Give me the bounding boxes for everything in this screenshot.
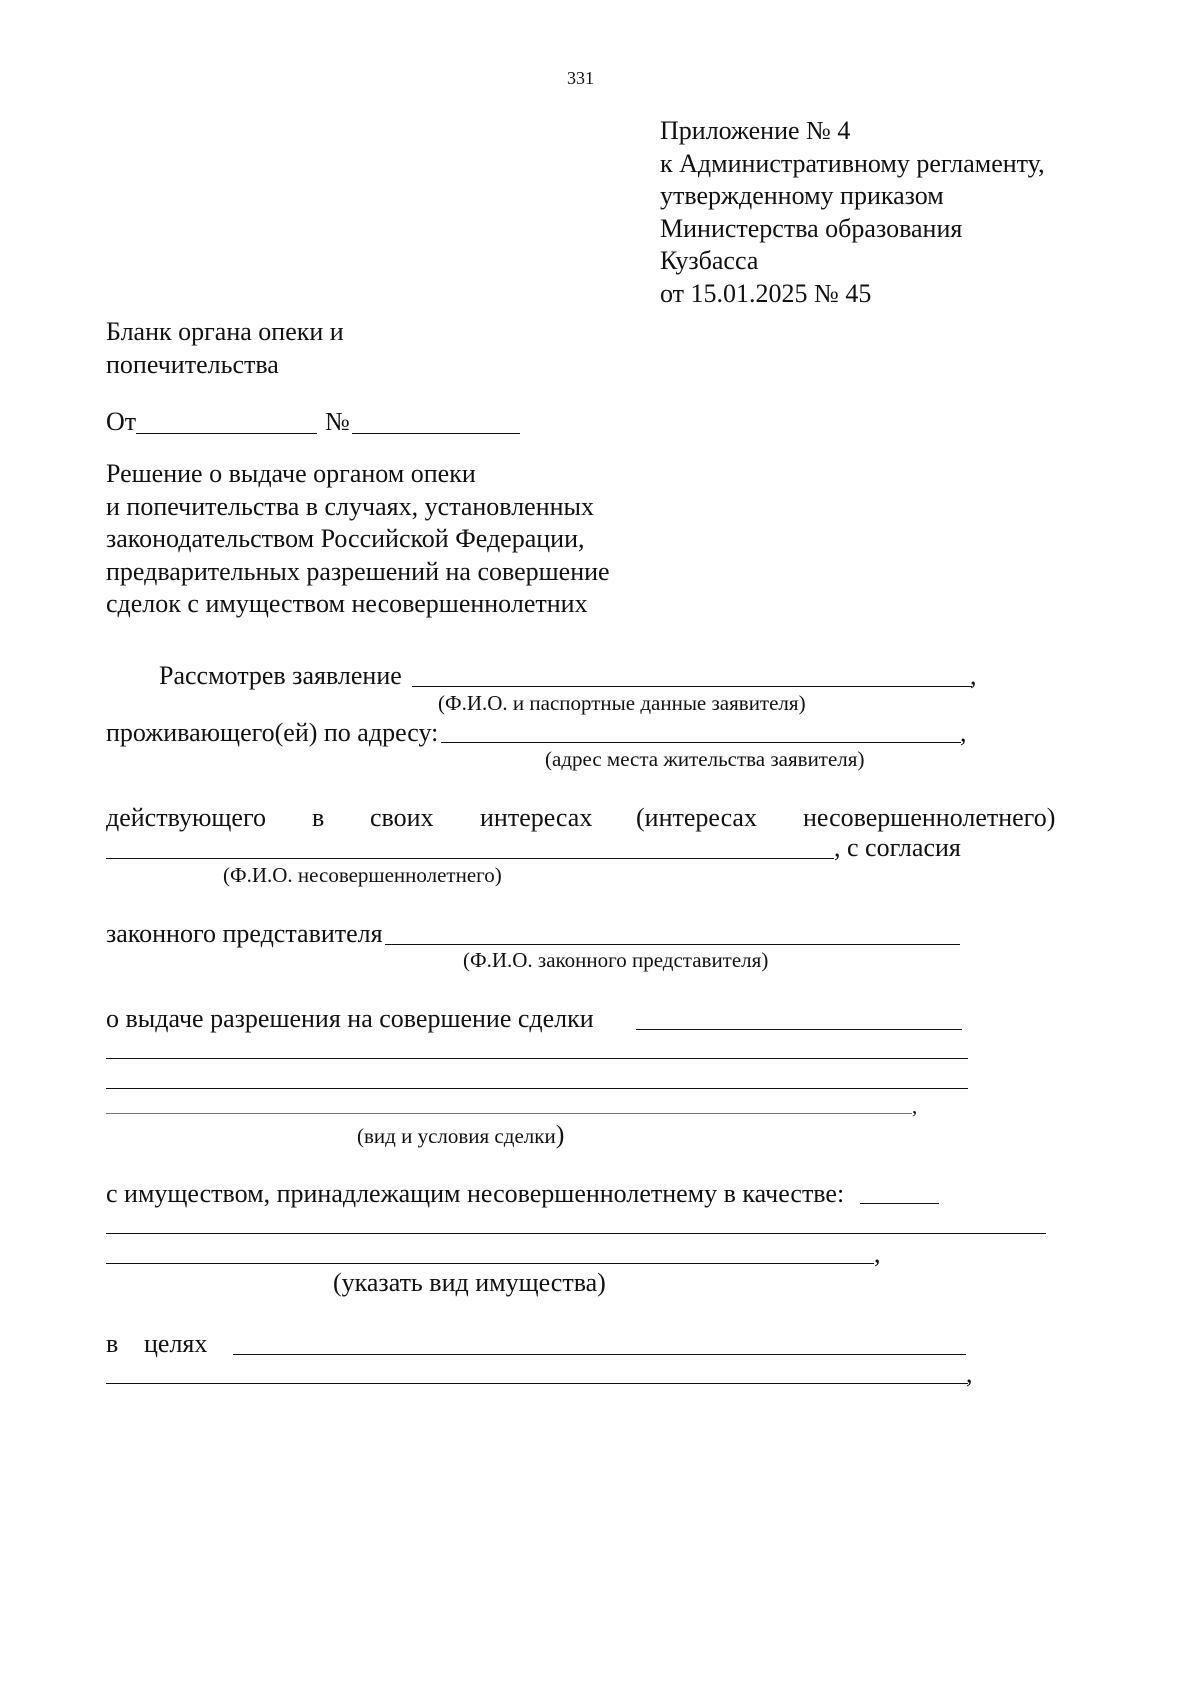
applicant-caption: (Ф.И.О. и паспортные данные заявителя) [438, 691, 806, 715]
property-field-line[interactable] [106, 1263, 874, 1264]
comma: , [912, 1094, 918, 1118]
letterhead [106, 316, 344, 381]
minor-field-line[interactable] [106, 858, 834, 859]
decision-title-line: Решение о выдаче органом опеки [106, 459, 476, 488]
rep-field-line[interactable] [385, 944, 960, 945]
page-number: 331 [567, 68, 594, 88]
comma: , [970, 661, 977, 690]
purpose-field-line[interactable] [233, 1354, 966, 1355]
letterhead-line: Бланк органа опеки и [106, 317, 344, 346]
purpose-word: в [106, 1329, 119, 1358]
address-field-line[interactable] [441, 742, 961, 743]
property-field-line[interactable] [106, 1233, 1046, 1234]
acting-word: (интересах [636, 803, 757, 832]
date-field-line[interactable] [136, 433, 317, 434]
purpose-word: целях [144, 1329, 208, 1358]
property-caption: (указать вид имущества) [333, 1268, 606, 1297]
appendix-reference [660, 115, 1045, 310]
appendix-line: утвержденному приказом [660, 181, 944, 210]
permission-label: о выдаче разрешения на совершение сделки [106, 1004, 594, 1033]
number-label: № [325, 407, 350, 436]
comma: , [874, 1239, 881, 1268]
appendix-line: к Административному регламенту, [660, 148, 1045, 178]
rep-caption: (Ф.И.О. законного представителя) [463, 948, 769, 972]
acting-word: действующего [106, 803, 266, 832]
acting-word: несовершеннолетнего) [803, 803, 1056, 832]
deal-field-line[interactable] [106, 1113, 912, 1114]
decision-title-line: законодательством Российской Федерации, [106, 524, 585, 553]
deal-field-line[interactable] [106, 1058, 968, 1059]
decision-title-line: и попечительства в случаях, установленных [106, 491, 595, 521]
appendix-line: Приложение № 4 [660, 116, 851, 145]
considered-label: Рассмотрев заявление [159, 661, 402, 690]
appendix-line: Министерства образования [660, 213, 963, 243]
letterhead-line: попечительства [106, 349, 279, 379]
deal-field-line[interactable] [636, 1029, 962, 1030]
decision-title-line: сделок с имуществом несовершеннолетних [106, 589, 588, 618]
purpose-field-line[interactable] [106, 1383, 968, 1384]
address-caption: (адрес места жительства заявителя) [545, 747, 865, 771]
comma: , [966, 1359, 973, 1388]
rep-label: законного представителя [106, 919, 383, 948]
from-label: От [106, 407, 137, 436]
comma: , [960, 718, 967, 747]
property-field-line[interactable] [860, 1203, 939, 1204]
appendix-line: от 15.01.2025 № 45 [660, 278, 872, 308]
acting-word: в [312, 803, 325, 832]
appendix-line: Кузбасса [660, 246, 759, 275]
acting-word: своих [370, 803, 434, 832]
address-label: проживающего(ей) по адресу: [106, 718, 439, 747]
acting-word: интересах [480, 803, 593, 832]
property-label: с имуществом, принадлежащим несовершеннолетнему в качестве: [106, 1179, 845, 1208]
deal-caption: (вид и условия сделки) [357, 1120, 565, 1149]
decision-title-line: предварительных разрешений на совершение [106, 556, 610, 586]
applicant-field-line[interactable] [412, 686, 972, 687]
consent-label: , с согласия [834, 833, 961, 862]
minor-caption: (Ф.И.О. несовершеннолетнего) [223, 863, 502, 887]
decision-title [106, 458, 610, 621]
number-field-line[interactable] [352, 433, 520, 434]
deal-field-line[interactable] [106, 1088, 968, 1089]
